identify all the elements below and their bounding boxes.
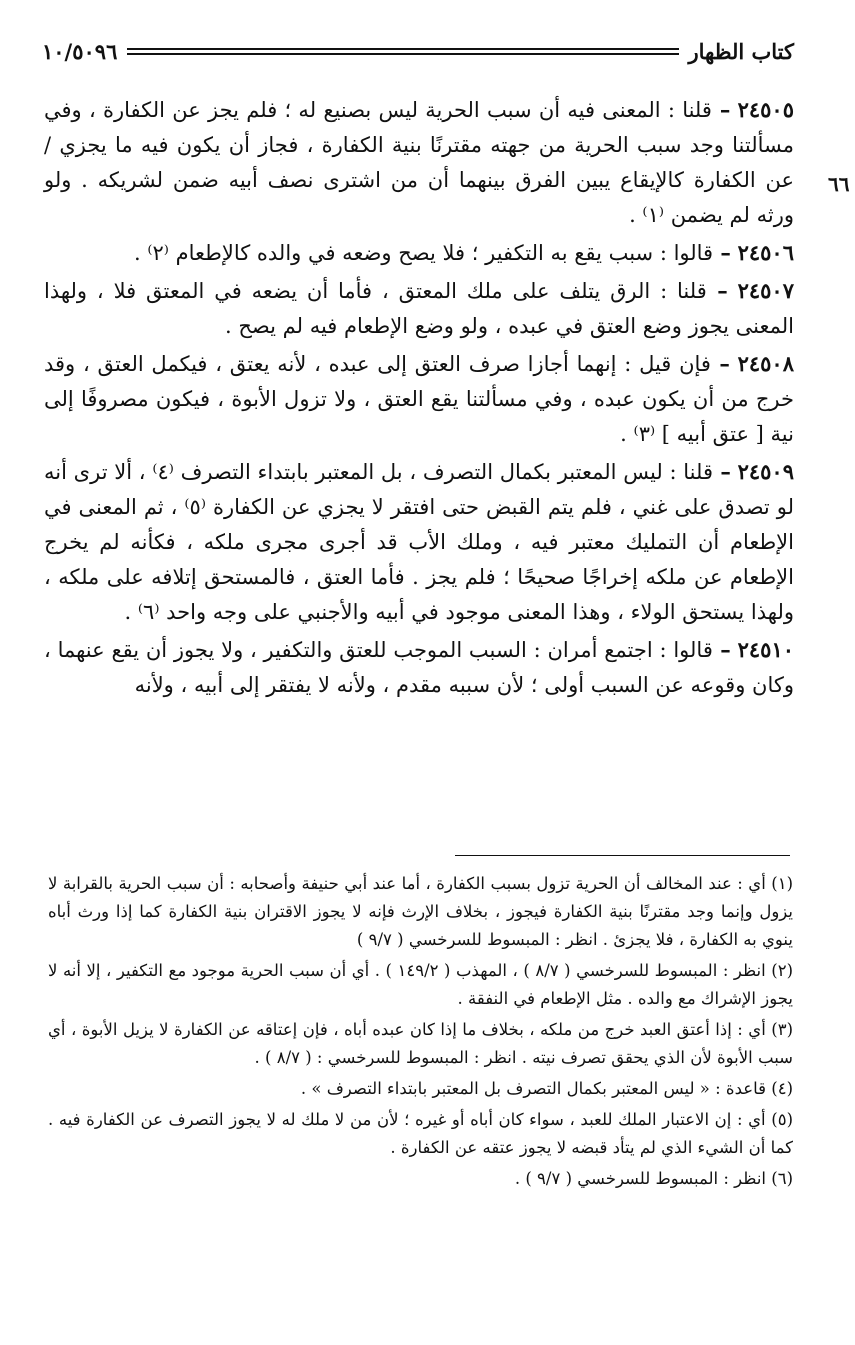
paragraph: ٢٤٥٠٧ – قلنا : الرق يتلف على ملك المعتق ، فأما أن يضعه في المعتق فلا ، ولهذا المعنى يجوز وضع العتق في عبده ، ولو وضع الإطعام فيه لم يصح . [44,278,794,338]
footnote: (٤) قاعدة : « ليس المعتبر بكمال التصرف بل المعتبر بابتداء التصرف » . [300,1079,793,1098]
footnotes [48,870,793,1196]
paragraph: ٢٤٥١٠ – قالوا : اجتمع أمران : السبب الموجب للعتق والتكفير ، ولا يجوز أن يقع عنهما ، وكان وقوعه عن السبب أولى ؛ لأن سببه مقدم ، ولأنه لا يفتقر إلى أبيه ، ولأنه [44,637,795,697]
paragraph-text: قلنا : المعنى فيه أن سبب الحرية ليس بصنيع له ؛ فلم يجز عن الكفارة ، وفي مسألتنا وجد سبب الحرية من جهته مقترنًا بنية الكفارة ، فجاز أن يكون فيه ما يجزي / عن الكفارة كالإيقاع يبين الفرق بينهما أن من اشترى نصف أبيه ضمن لشريكه . ولو ورثه لم يضمن ⁽١⁾ . [44,98,794,227]
footnote: (٣) أي : إذا أعتق العبد خرج من ملكه ، بخلاف ما إذا كان عبده أباه ، فإن إعتاقه عن الكفارة لا يزيل الأبوة ، أي سبب الأبوة لأن الذي يحقق تصرف نيته . انظر : المبسوط للسرخسي : ( ٨/٧ ) . [48,1020,793,1067]
paragraph-text: قلنا : الرق يتلف على ملك المعتق ، فأما أن يضعه في المعتق فلا ، ولهذا المعنى يجوز وضع العتق في عبده ، ولو وضع الإطعام فيه لم يصح . [44,279,794,338]
paragraph-number: ٢٤٥٠٧ [737,278,794,303]
footnote-separator [455,855,790,856]
paragraph-text: قالوا : اجتمع أمران : السبب الموجب للعتق والتكفير ، ولا يجوز أن يقع عنهما ، وكان وقوعه عن السبب أولى ؛ لأن سببه مقدم ، ولأنه لا يفتقر إلى أبيه ، ولأنه [44,638,794,697]
paragraph: ٢٤٥٠٥ – قلنا : المعنى فيه أن سبب الحرية ليس بصنيع له ؛ فلم يجز عن الكفارة ، وفي مسألتنا وجد سبب الحرية من جهته مقترنًا بنية الكفارة ، فجاز أن يكون فيه ما يجزي / عن الكفارة كالإيقاع يبين الفرق بينهما أن من اشترى نصف أبيه ضمن لشريكه . ولو ورثه لم يضمن ⁽١⁾ . [44,97,794,227]
footnote: (١) أي : عند المخالف أن الحرية تزول بسبب الكفارة ، أما عند أبي حنيفة وأصحابه : أن سبب الحرية بالقرابة لا يزول وإنما وجد مقترنًا بنية الكفارة فيجوز ، بخلاف الإرث فإنه لا يجوز الاقتران بنية الكفارة كما إذا ورث أباه ينوي به الكفارة ، فلا يجزئ . انظر : المبسوط للسرخسي ( ٩/٧ ) [48,874,793,949]
paragraph-number: ٢٤٥٠٥ [737,97,794,122]
paragraph: ٢٤٥٠٩ – قلنا : ليس المعتبر بكمال التصرف ، بل المعتبر بابتداء التصرف ⁽٤⁾ ، ألا ترى أنه لو تصدق على غني ، فلم يتم القبض حتى افتقر لا يجزي عن الكفارة ⁽٥⁾ ، ثم المعنى في الإطعام أن التمليك معتبر فيه ، وملك الأب قد أجرى مجرى ملكه ، فكأنه لم يخرج الإطعام عن ملكه إخراجًا صحيحًا ؛ فلم يجز . فأما العتق ، فالمستحق إتلافه على ملكه ، ولهذا يستحق الولاء ، وهذا المعنى موجود في أبيه والأجنبي على وجه واحد ⁽٦⁾ . [44,459,794,624]
footnote: (٦) انظر : المبسوط للسرخسي ( ٩/٧ ) . [514,1169,793,1188]
paragraph-text: فإن قيل : إنهما أجازا صرف العتق إلى عبده ، لأنه يعتق ، فيكمل العتق ، وقد خرج من أن يكون عبده ، وفي مسألتنا يقع العتق ، ولا تزول الأبوة ، فيكون مصروفًا إلى نية [ عتق أبيه ] ⁽٣⁾ . [44,352,794,446]
paragraph-number: ٢٤٥١٠ [737,637,795,662]
paragraph-number: ٢٤٥٠٩ [737,459,794,484]
paragraph-text: قلنا : ليس المعتبر بكمال التصرف ، بل المعتبر بابتداء التصرف ⁽٤⁾ ، ألا ترى أنه لو تصدق على غني ، فلم يتم القبض حتى افتقر لا يجزي عن الكفارة ⁽٥⁾ ، ثم المعنى في الإطعام أن التمليك معتبر فيه ، وملك الأب قد أجرى مجرى ملكه ، فكأنه لم يخرج الإطعام عن ملكه إخراجًا صحيحًا ؛ فلم يجز . فأما العتق ، فالمستحق إتلافه على ملكه ، ولهذا يستحق الولاء ، وهذا المعنى موجود في أبيه والأجنبي على وجه واحد ⁽٦⁾ . [44,460,794,624]
paragraph-text: قالوا : سبب يقع به التكفير ؛ فلا يصح وضعه في والده كالإطعام ⁽٢⁾ . [133,241,714,265]
footnote: (٥) أي : إن الاعتبار الملك للعبد ، سواء كان أباه أو غيره ؛ لأن من لا ملك له لا يجوز التصرف عن الكفارة فيه . كما أن الشيء الذي لم يتأد قبضه لا يجوز عتقه عن الكفارة . [48,1110,793,1157]
footnote: (٢) انظر : المبسوط للسرخسي ( ٨/٧ ) ، المهذب ( ١٤٩/٢ ) . أي أن سبب الحرية موجود مع التكفير ، إلا أنه لا يجوز الإشراك مع والده . مثل الإطعام في النفقة . [48,961,793,1008]
book-title: كتاب الظهار [688,38,794,64]
paragraph-number: ٢٤٥٠٨ [737,351,794,376]
paragraph: ٢٤٥٠٨ – فإن قيل : إنهما أجازا صرف العتق إلى عبده ، لأنه يعتق ، فيكمل العتق ، وقد خرج من أن يكون عبده ، وفي مسألتنا يقع العتق ، ولا تزول الأبوة ، فيكون مصروفًا إلى نية [ عتق أبيه ] ⁽٣⁾ . [44,351,794,446]
paragraph: ٢٤٥٠٦ – قالوا : سبب يقع به التكفير ؛ فلا يصح وضعه في والده كالإطعام ⁽٢⁾ . [133,240,794,265]
page-reference: ١٠/٥٠٩٦ [42,38,118,64]
paragraph-number: ٢٤٥٠٦ [737,240,794,265]
running-header [42,34,794,68]
main-text [44,92,794,705]
header-rule [127,48,678,55]
margin-page-marker: ٦٦ [828,172,850,196]
